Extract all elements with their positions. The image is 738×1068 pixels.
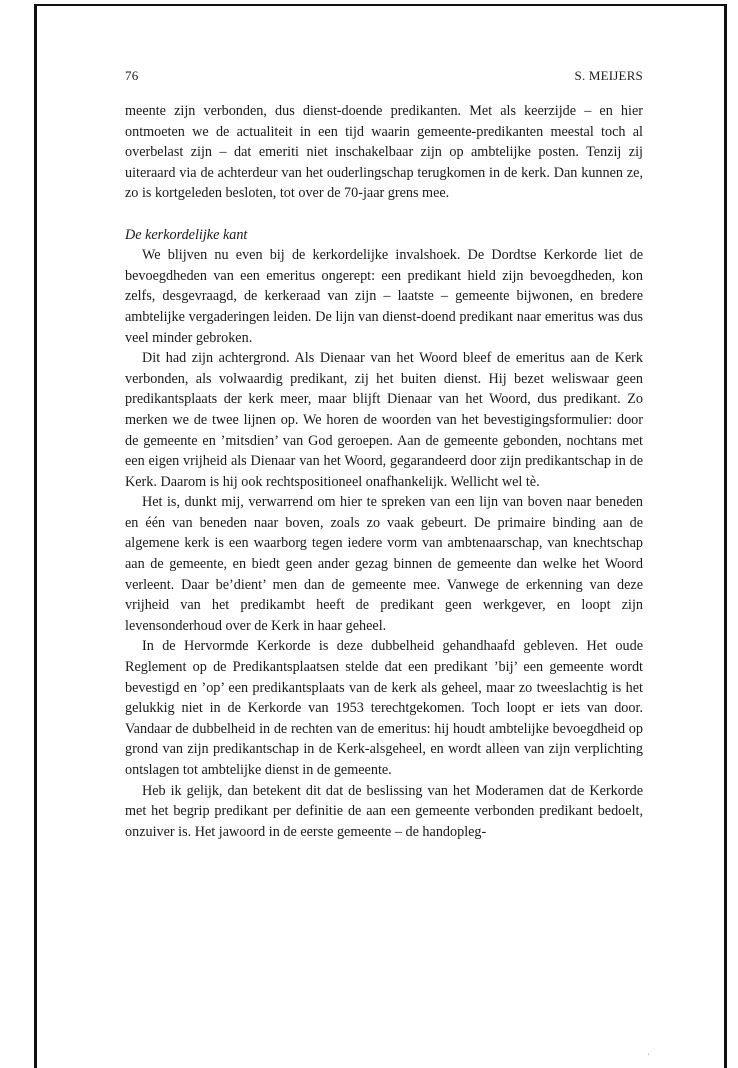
opening-paragraph: meente zijn verbonden, dus dienst-doende predikanten. Met als keerzijde – en hier ontmoeten we de actualiteit in een tijd waarin gemeente-predikanten meestal toch al overbelast zijn – dat emeriti niet inschakelbaar zijn op ambtelijke posten. Tenzij zij uiteraard via de achterdeur van het ouderlingschap terugkomen in de kerk. Dan kunnen ze, zo is kortgeleden besloten, tot over de 70-jaar grens mee. bbox=[125, 103, 643, 202]
scan-border-left bbox=[34, 4, 37, 1068]
paragraph-2: Dit had zijn achtergrond. Als Dienaar van het Woord bleef de emeritus aan de Kerk verbonden, als volwaardig predikant, zij het buiten dienst. Hij bezet weliswaar geen predikantsplaats der kerk meer, maar blijft Dienaar van het Woord, dus predikant. Zo merken we de twee lijnen op. We horen de woorden van het bevestigingsformulier: door de gemeente en ’mitsdien’ van God geroepen. Aan de gemeente gebonden, nochtans met een eigen vrijheid als Dienaar van het Woord, gegarandeerd door zijn predikantschap in de Kerk. Daarom is hij ook rechtspositioneel onafhankelijk. Wellicht wel tè. bbox=[125, 350, 643, 490]
page-number: 76 bbox=[125, 68, 139, 83]
book-page bbox=[125, 68, 643, 842]
body-text bbox=[125, 101, 643, 842]
paragraph-3: Het is, dunkt mij, verwarrend om hier te spreken van een lijn van boven naar beneden en één van beneden naar boven, zoals zo vaak gebeurt. De primaire binding aan de algemene kerk is een waarborg tegen iedere vorm van ambtenaarschap, van knechtschap aan de gemeente, en biedt geen ander gezag binnen de gemeente dan welke het Woord verleent. Daar be’dient’ men dan de gemeente mee. Vanwege de erkenning van deze vrijheid van het predikambt heeft de predikant geen werkgever, en loopt zijn levensonderhoud over de Kerk in haar geheel. bbox=[125, 494, 643, 634]
paragraph-1: We blijven nu even bij de kerkordelijke invalshoek. De Dordtse Kerkorde liet de bevoegdheden van een emeritus ongerept: een predikant hield zijn bevoegdheden, kon zelfs, desgevraagd, de kerkeraad van zijn – laatste – gemeente bijwonen, en bredere ambtelijke vergaderingen leiden. De lijn van dienst-doend predikant naar emeritus was dus veel minder gebroken. bbox=[125, 247, 643, 346]
section-title: De kerkordelijke kant bbox=[125, 226, 248, 243]
author-name: S. MEIJERS bbox=[574, 68, 643, 83]
paragraph-5: Heb ik gelijk, dan betekent dit dat de beslissing van het Moderamen dat de Kerkorde met het begrip predikant per definitie de aan een gemeente verbonden predikant bedoelt, onzuiver is. Het jawoord in de eerste gemeente – de handopleg- bbox=[125, 782, 643, 840]
running-head bbox=[125, 68, 643, 84]
section-spacer bbox=[125, 204, 643, 225]
scan-border-right bbox=[724, 4, 727, 1068]
scan-border-top bbox=[34, 4, 726, 6]
scan-speck: ' bbox=[648, 1052, 650, 1061]
paragraph-4: In de Hervormde Kerkorde is deze dubbelheid gehandhaafd gebleven. Het oude Reglement op de Predikantsplaatsen stelde dat een predikant ’bij’ een gemeente wordt bevestigd en ’op’ een predikantsplaats van de kerk als geheel, maar zo tweeslachtig is het gelukkig niet in de Kerkorde van 1953 terechtgekomen. Toch loopt er iets van door. Vandaar de dubbelheid in de rechten van de emeritus: hij houdt ambtelijke bevoegdheid op grond van zijn predikantschap in de Kerk-alsgeheel, en wordt alleen van zijn verplichting ontslagen tot ambtelijke dienst in de gemeente. bbox=[125, 638, 643, 778]
